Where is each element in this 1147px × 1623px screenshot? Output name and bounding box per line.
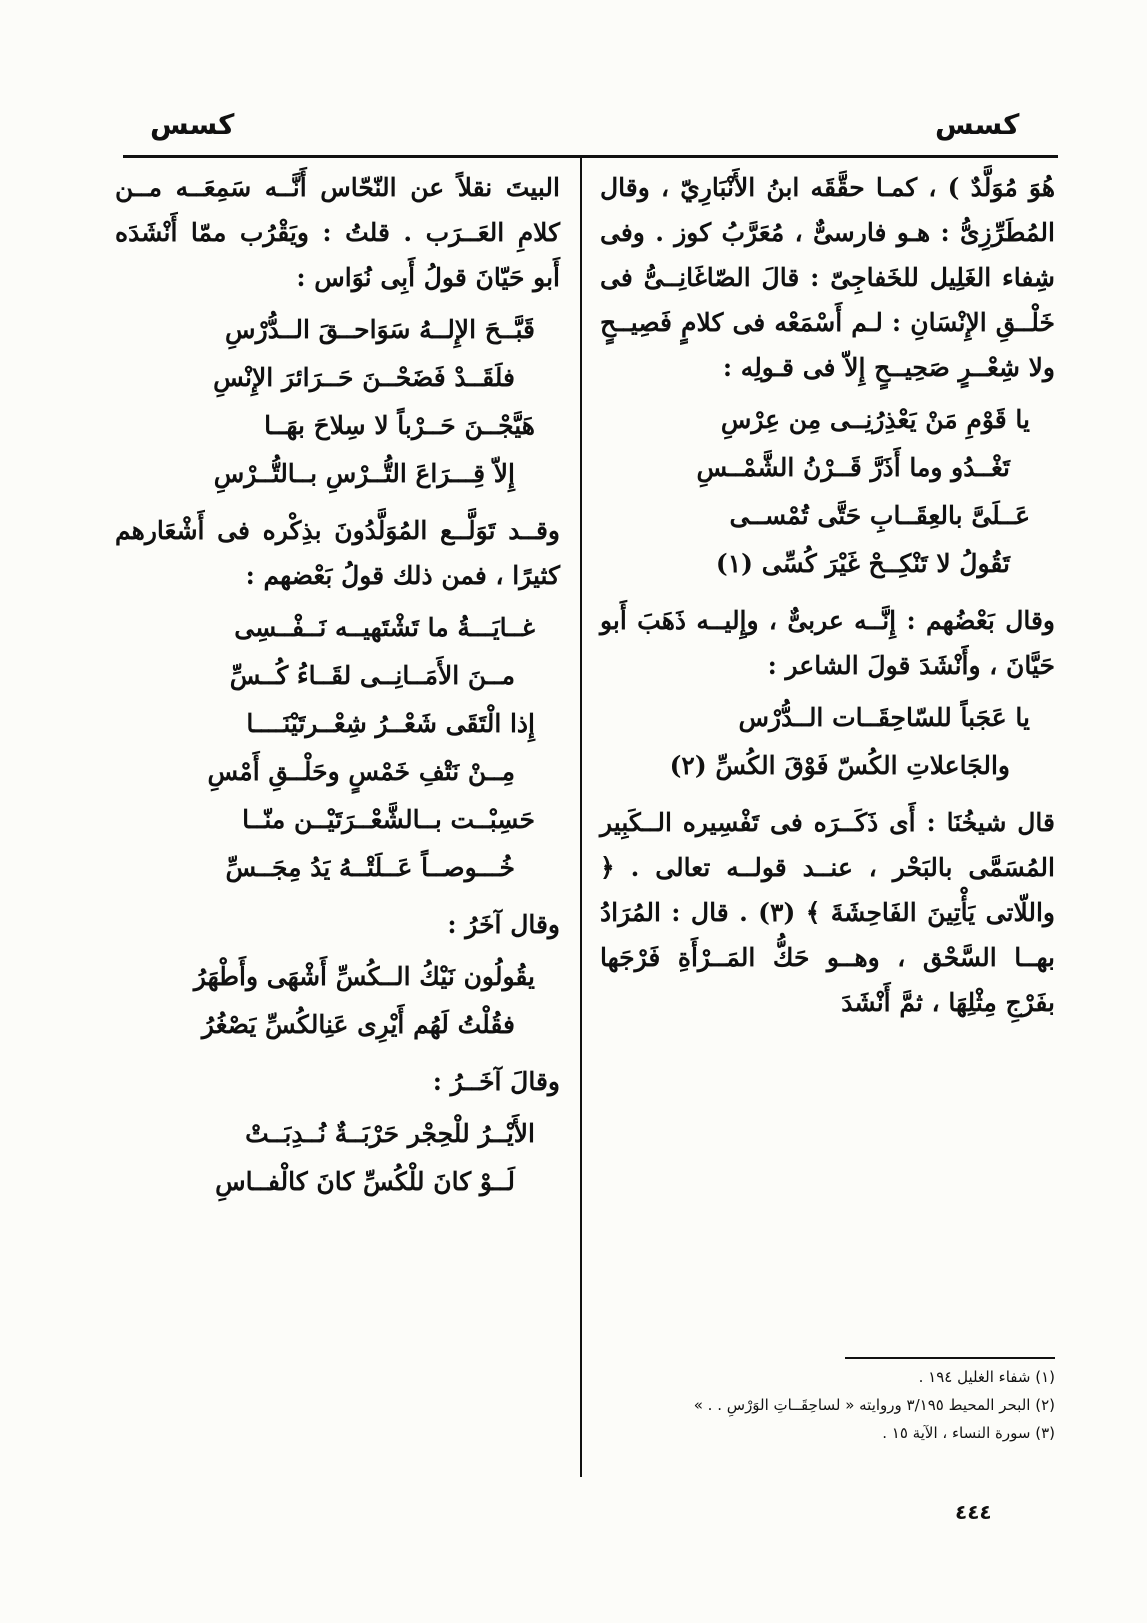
verse-line: لَــوْ كانَ للْكُسِّ كانَ كالْفــاسِ	[215, 1167, 515, 1196]
verse-line: فلَقَــدْ فَضَحْــنَ حَــرَائرَ الإِنْسِ	[213, 363, 515, 392]
header-rule	[123, 155, 1058, 158]
verse-line: عَــلَىَّ بالعِقَــابِ حَتَّى تُمْســى	[729, 501, 1030, 530]
verse-line: حَسِبْــت بــالشَّعْــرَتَيْــن منّــا	[242, 805, 535, 834]
page-number: ٤٤٤	[955, 1500, 992, 1524]
footnote: (٢) البحر المحيط ٣/١٩٥ وروايته « لساحِقَــاتِ الوَرْسِ . . »	[693, 1396, 1055, 1414]
footnote: (٣) سورة النساء ، الآية ١٥ .	[882, 1424, 1055, 1442]
verse-block	[600, 694, 1055, 790]
verse-block	[600, 396, 1055, 588]
verse-line: فقُلْتُ لَهُم أَيْرِى عَنِالكُسِّ يَصْغُرُ	[201, 1010, 515, 1039]
verse-line: إِلاّ قِـــرَاعَ التُّــرْسِ بــالتُّــرْسِ	[213, 459, 515, 488]
footnote: (١) شفاء الغليل ١٩٤ .	[918, 1368, 1055, 1386]
paragraph: البيتَ نقلاً عن النّحّاس أَنَّــه سَمِعَــه مــن كلامِ العَــرَب . قلتُ : ويَقْرُب ممّا أَنْشَدَه أَبو حَيّانَ قولُ أَبِى نُوَاس :	[115, 173, 560, 292]
verse-line: تَقُولُ لا تَنْكِــحْ غَيْرَ كُسِّى (١)	[715, 549, 1010, 578]
column-divider	[580, 157, 582, 1477]
verse-line: هَيَّجْــنَ حَــرْباً لا سِلاحَ بهَــا	[264, 411, 535, 440]
verse-line: قَبَّــحَ الإِلــهُ سَوَاحــقَ الــدُّرْسِ	[225, 315, 535, 344]
verse-line: والجَاعلاتِ الكُسّ فَوْقَ الكُسِّ (٢)	[669, 751, 1010, 780]
verse-line: يقُولُون نَيْكُ الــكُسِّ أَشْهَى وأَطْهَرُ	[193, 962, 535, 991]
verse-block	[115, 306, 560, 498]
paragraph: وقال بَعْضُهم : إِنَّــه عربىٌّ ، وإِليــه ذَهَبَ أَبو حَيَّانَ ، وأَنْشَدَ قولَ الشاعر :	[600, 606, 1055, 680]
verse-block	[115, 953, 560, 1049]
verse-line: الأَيْــرُ للْحِجْر حَرْبَــةٌ نُــدِبَــتْ	[245, 1119, 535, 1148]
right-column	[600, 165, 1055, 1027]
header-word-left: كسس	[150, 108, 235, 141]
paragraph: وقالَ آخَــرُ :	[432, 1067, 560, 1096]
verse-line: إِذا الْتَقَى شَعْــرُ شِعْــرتَيْنَــــا	[246, 709, 535, 738]
verse-line: يا عَجَباً للسّاحِقَــات الــدُّرْس	[738, 703, 1030, 732]
paragraph: وقــد تَوَلَّــع المُوَلَّدُونَ بذِكْره فى أَشْعَارهم كثيرًا ، فمن ذلك قولُ بَعْضهم :	[115, 516, 560, 590]
verse-block	[115, 604, 560, 892]
verse-line: مِــنْ نَتْفِ خَمْسٍ وحَلْــقِ أَمْسِ	[207, 757, 515, 786]
verse-line: تَغْــدُو وما أَذَرَّ قَــرْنُ الشَّمْــسِ	[696, 453, 1010, 482]
header-word-right: كسس	[935, 108, 1020, 141]
verse-line: غــايَـــةُ ما تَشْتَهيــه نَــفْــسِى	[234, 613, 535, 642]
left-column	[115, 165, 560, 1216]
paragraph: هُوَ مُوَلَّدٌ ) ، كمـا حقَّقَه ابنُ الأَنْبَارِيّ ، وقال المُطَرِّزِىُّ : هـو فارسىٌّ ، مُعَرَّبُ كوز . وفى شِفاء الغَلِيل للخَفاجِىّ : قالَ الصّاغَانِــىُّ فى خَلْــقِ الإِنْسَانِ : لـم أَسْمَعْه فى كلامٍ فَصِيــحٍ ولا شِعْــرٍ صَحِيــحٍ إِلاّ فى قـولِه :	[600, 173, 1055, 382]
verse-line: يا قَوْمِ مَنْ يَعْذِرُنِــى مِن عِرْسِ	[720, 405, 1030, 434]
paragraph: قال شيخُنَا : أَى ذَكَــرَه فى تَفْسِيره الــكَبِير المُسَمَّى بالبَحْر ، عنــد قولــه تعالى . ﴿ واللّاتى يَأْتِينَ الفَاحِشَةَ ﴾ (٣) . قال : المُرَادُ بهــا السَّحْق ، وهــو حَكُّ المَــرْأَةِ فَرْجَها بفَرْجِ مِثْلِهَا ، ثمَّ أَنْشَدَ	[600, 808, 1055, 1017]
verse-block	[115, 1110, 560, 1206]
verse-line: مــنَ الأَمَــانِــى لقَــاءُ كُــسِّ	[229, 661, 515, 690]
verse-line: خُـــوصــاً عَــلَتْــهُ يَدُ مِجَــسِّ	[225, 853, 515, 882]
footnote-rule	[845, 1357, 1055, 1359]
paragraph: وقال آخَرُ :	[447, 910, 560, 939]
footnotes	[600, 1363, 1055, 1447]
